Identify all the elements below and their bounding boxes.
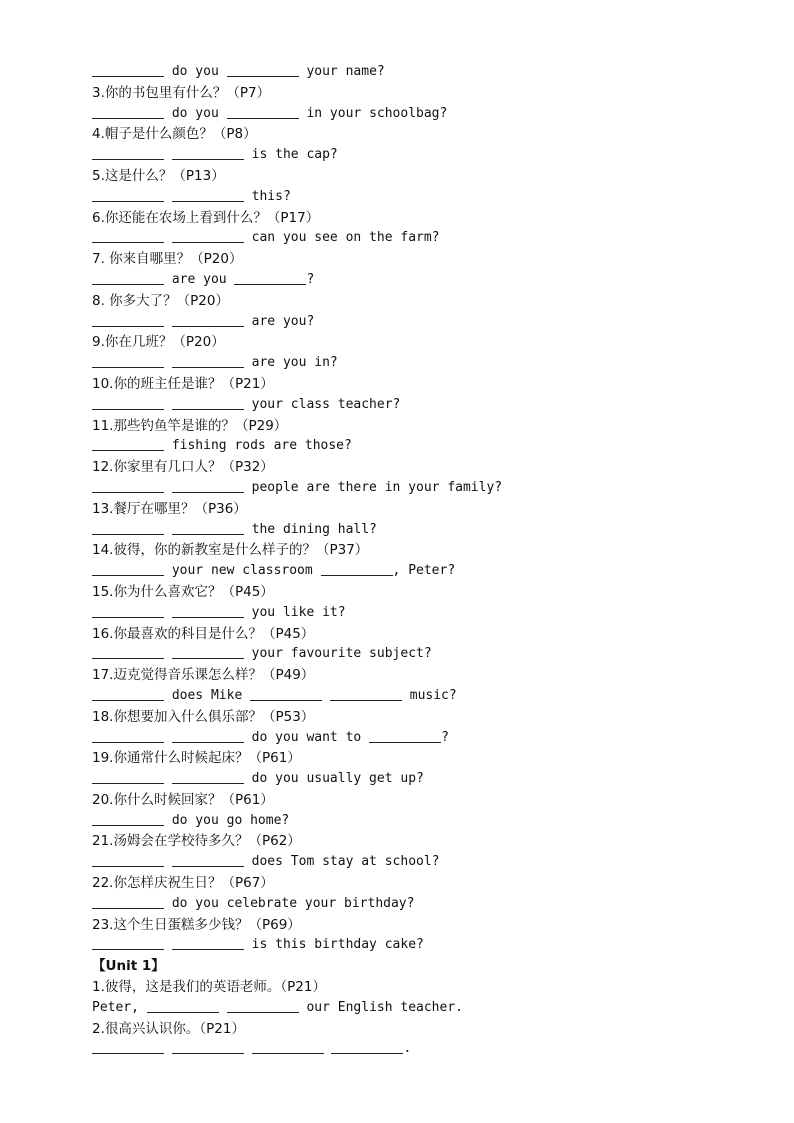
answer-blank[interactable] [92,644,164,659]
answer-blank[interactable] [172,728,244,743]
sentence-text [164,771,172,786]
answer-line [92,561,772,582]
question-prompt: 19.你通常什么时候起床？（P61） [92,750,301,767]
sentence-text [244,1041,252,1056]
answer-blank[interactable] [172,644,244,659]
answer-blank[interactable] [92,894,164,909]
sentence-text: do you usually get up? [243,771,424,787]
answer-line [92,145,772,166]
answer-blank[interactable] [234,270,306,285]
question-prompt: 2.很高兴认识你。（P21） [92,1020,245,1037]
sentence-text [164,480,172,495]
answer-blank[interactable] [331,1039,403,1054]
sentence-text [164,605,172,620]
answer-blank[interactable] [172,603,244,618]
answer-blank[interactable] [92,436,164,451]
answer-blank[interactable] [172,1039,244,1054]
answer-line [92,395,772,416]
question-prompt: 13.餐厅在哪里？（P36） [92,500,247,517]
sentence-text [164,355,172,370]
sentence-text [164,854,172,869]
question-prompt: 11.那些钓鱼竿是谁的？（P29） [92,417,288,434]
answer-blank[interactable] [92,852,164,867]
answer-blank[interactable] [92,228,164,243]
answer-line [92,270,772,291]
answer-blank[interactable] [92,935,164,950]
answer-line [92,1039,772,1060]
question-prompt: 23.这个生日蛋糕多少钱？（P69） [92,916,301,933]
sentence-text: people are there in your family? [243,479,503,495]
answer-line [92,228,772,249]
sentence-text: this? [243,188,291,204]
sentence-text [164,230,172,245]
question-prompt: 12.你家里有几口人？（P32） [92,459,274,476]
sentence-text [164,522,172,537]
answer-line [92,998,772,1019]
question-prompt: 16.你最喜欢的科目是什么？（P45） [92,625,315,642]
sentence-text: , Peter? [392,563,456,579]
sentence-text [164,646,172,661]
answer-blank[interactable] [147,998,219,1013]
answer-blank[interactable] [172,228,244,243]
question-prompt: 21.汤姆会在学校待多久？（P62） [92,833,301,850]
answer-line [92,644,772,665]
sentence-text: your new classroom [164,563,321,579]
sentence-text: does Tom stay at school? [243,854,440,870]
answer-blank[interactable] [92,811,164,826]
answer-line [92,852,772,873]
answer-blank[interactable] [92,395,164,410]
unit-heading: 【Unit 1】 [92,958,165,975]
sentence-text: ? [441,729,449,745]
sentence-text: ? [306,271,315,287]
answer-blank[interactable] [92,769,164,784]
answer-blank[interactable] [92,561,164,576]
answer-line [92,312,772,333]
answer-blank[interactable] [172,353,244,368]
answer-blank[interactable] [92,145,164,160]
answer-blank[interactable] [227,62,299,77]
sentence-text: your favourite subject? [243,646,432,662]
question-prompt: 1.彼得，这是我们的英语老师。（P21） [92,979,326,996]
sentence-text [164,730,172,745]
question-prompt: 5.这是什么？（P13） [92,167,225,184]
answer-blank[interactable] [250,686,322,701]
answer-blank[interactable] [172,769,244,784]
answer-blank[interactable] [172,520,244,535]
question-prompt: 18.你想要加入什么俱乐部？（P53） [92,708,315,725]
question-prompt: 3.你的书包里有什么？（P7） [92,84,271,101]
question-prompt: 9.你在几班？（P20） [92,334,225,351]
answer-blank[interactable] [92,686,164,701]
sentence-text: Peter, [92,999,147,1015]
answer-line [92,728,772,749]
answer-line [92,187,772,208]
sentence-text [164,937,172,952]
question-prompt: 20.你什么时候回家？（P61） [92,791,274,808]
answer-blank[interactable] [172,187,244,202]
sentence-text: your class teacher? [243,396,401,412]
answer-line [92,894,772,915]
answer-blank[interactable] [92,603,164,618]
question-prompt: 15.你为什么喜欢它？（P45） [92,583,274,600]
sentence-text: do you [164,105,227,121]
question-prompt: 10.你的班主任是谁？（P21） [92,375,274,392]
sentence-text: music? [401,687,457,703]
sentence-text: do you [164,64,227,79]
answer-blank[interactable] [92,1039,164,1054]
answer-blank[interactable] [321,561,393,576]
answer-line [92,603,772,624]
sentence-text: is this birthday cake? [243,937,424,953]
sentence-text: you like it? [243,604,346,620]
sentence-text [322,688,330,703]
sentence-text: our English teacher. [298,999,463,1015]
sentence-text: can you see on the farm? [243,230,440,246]
sentence-text: are you in? [243,355,338,371]
answer-line [92,62,772,83]
answer-blank[interactable] [92,728,164,743]
sentence-text [164,314,172,329]
answer-blank[interactable] [172,478,244,493]
question-prompt: 22.你怎样庆祝生日？（P67） [92,875,274,892]
answer-blank[interactable] [172,852,244,867]
question-prompt: 6.你还能在农场上看到什么？（P17） [92,209,320,226]
answer-line [92,520,772,541]
answer-blank[interactable] [330,686,402,701]
answer-blank[interactable] [172,395,244,410]
answer-blank[interactable] [227,104,299,119]
sentence-text: does Mike [164,687,251,703]
question-prompt: 8. 你多大了？（P20） [92,292,229,309]
question-prompt: 17.迈克觉得音乐课怎么样？（P49） [92,667,315,684]
answer-line [92,353,772,374]
sentence-text [164,1041,172,1056]
sentence-text: are you [164,271,235,287]
answer-blank[interactable] [92,478,164,493]
sentence-text: fishing rods are those? [164,438,352,454]
sentence-text [219,1000,227,1015]
answer-blank[interactable] [92,520,164,535]
answer-line [92,769,772,790]
answer-blank[interactable] [92,353,164,368]
sentence-text [164,147,172,162]
sentence-text: in your schoolbag? [298,105,448,121]
answer-blank[interactable] [172,935,244,950]
answer-blank[interactable] [92,312,164,327]
answer-blank[interactable] [92,104,164,119]
answer-blank[interactable] [172,145,244,160]
question-prompt: 7. 你来自哪里？（P20） [92,251,243,268]
answer-line [92,811,772,832]
sentence-text: are you? [243,313,315,329]
sentence-text: your name? [298,64,385,79]
sentence-text [164,397,172,412]
worksheet [92,62,772,1060]
question-prompt: 4.帽子是什么颜色？（P8） [92,126,257,143]
sentence-text: . [403,1041,412,1057]
answer-blank[interactable] [92,187,164,202]
answer-line [92,436,772,457]
answer-line [92,478,772,499]
answer-blank[interactable] [92,62,164,77]
answer-blank[interactable] [227,998,299,1013]
question-prompt: 14.彼得，你的新教室是什么样子的？（P37） [92,542,369,559]
sentence-text: the dining hall? [243,521,377,537]
answer-line [92,104,772,125]
sentence-text [164,189,172,204]
answer-line [92,935,772,956]
answer-line [92,686,772,707]
sentence-text: do you go home? [164,812,290,828]
sentence-text: is the cap? [243,147,338,163]
answer-blank[interactable] [369,728,441,743]
sentence-text: do you celebrate your birthday? [164,895,415,911]
sentence-text [324,1041,332,1056]
answer-blank[interactable] [252,1039,324,1054]
answer-blank[interactable] [92,270,164,285]
sentence-text: do you want to [243,729,370,745]
answer-blank[interactable] [172,312,244,327]
